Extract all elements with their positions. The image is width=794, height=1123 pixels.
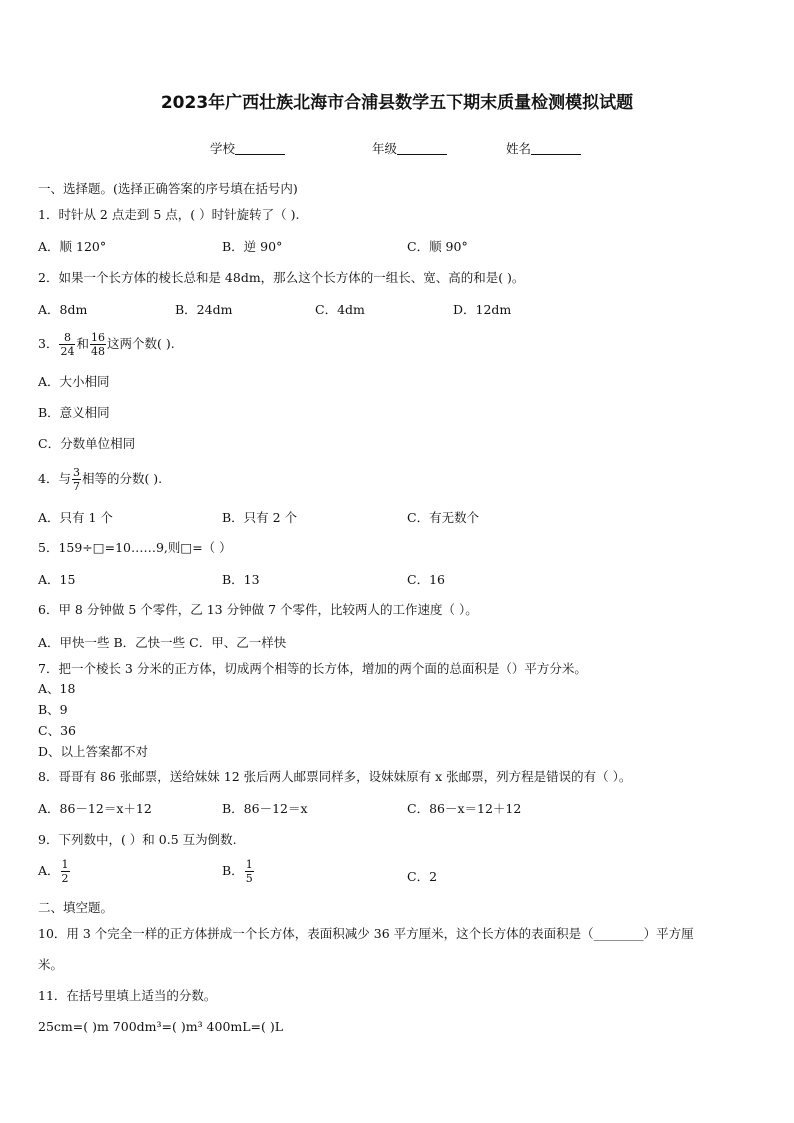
section-heading-choice: 一、选择题。(选择正确答案的序号填在括号内)	[38, 181, 298, 196]
q9-option-a-label: A．	[38, 863, 60, 878]
q9-b-numerator: 1	[245, 858, 253, 871]
q8-option-a[interactable]: A．86－12＝x＋12	[38, 801, 152, 816]
q4-option-a[interactable]: A．只有 1 个	[38, 510, 113, 525]
section-heading-fill: 二、填空题。	[38, 900, 114, 915]
question-11: 11．在括号里填上适当的分数。	[38, 988, 217, 1003]
q9-option-c[interactable]: C．2	[407, 869, 438, 884]
q5-option-a[interactable]: A．15	[38, 572, 76, 587]
question-3	[38, 331, 175, 358]
q2-option-c[interactable]: C．4dm	[315, 302, 365, 317]
q9-option-b-fraction	[245, 858, 254, 885]
q1-option-c[interactable]: C．顺 90°	[407, 239, 468, 254]
q9-option-a[interactable]	[38, 858, 71, 885]
question-4	[38, 466, 162, 493]
q3-frac2-denominator: 48	[90, 345, 105, 358]
q3-number: 3．	[38, 336, 59, 351]
q5-option-b[interactable]: B．13	[222, 572, 260, 587]
question-5: 5．159÷□=10……9,则□=（ ）	[38, 540, 232, 555]
q3-option-b[interactable]: B．意义相同	[38, 405, 110, 420]
question-10: 10．用 3 个完全一样的正方体拼成一个长方体，表面积减少 36 平方厘米，这个长方体的表面积是（________）平方厘	[38, 926, 694, 941]
grade-field	[372, 141, 447, 157]
q3-and: 和	[76, 336, 89, 351]
q9-a-denominator: 2	[61, 872, 69, 885]
q3-option-c[interactable]: C．分数单位相同	[38, 436, 136, 451]
question-1: 1．时针从 2 点走到 5 点，( ）时针旋转了（ ).	[38, 207, 300, 222]
q3-frac2-numerator: 16	[90, 331, 105, 344]
grade-blank[interactable]	[397, 142, 447, 155]
q3-frac1-numerator: 8	[59, 331, 75, 345]
q3-fraction-1	[59, 331, 75, 358]
q2-option-d[interactable]: D．12dm	[453, 302, 512, 317]
name-blank[interactable]	[531, 142, 581, 155]
q9-a-numerator: 1	[61, 858, 69, 871]
q9-b-denominator: 5	[245, 872, 253, 885]
q4-prefix: 4．与	[38, 471, 71, 486]
question-10-cont: 米。	[38, 957, 64, 972]
school-label: 学校	[210, 141, 236, 156]
q9-option-a-fraction	[61, 858, 70, 885]
question-8: 8．哥哥有 86 张邮票，送给妹妹 12 张后两人邮票同样多，设妹妹原有 x 张邮票，列方程是错误的有（ ）。	[38, 769, 632, 784]
q3-fraction-2	[90, 331, 106, 358]
question-9: 9．下列数中，( ）和 0.5 互为倒数.	[38, 832, 237, 847]
q8-option-c[interactable]: C．86－x＝12＋12	[407, 801, 522, 816]
q7-option-a[interactable]: A、18	[38, 681, 76, 696]
q4-fraction	[72, 466, 81, 493]
q7-option-d[interactable]: D、以上答案都不对	[38, 744, 149, 759]
question-2: 2．如果一个长方体的棱长总和是 48dm，那么这个长方体的一组长、宽、高的和是( )。	[38, 270, 525, 285]
question-6: 6．甲 8 分钟做 5 个零件，乙 13 分钟做 7 个零件，比较两人的工作速度（ ）。	[38, 602, 478, 617]
q2-option-a[interactable]: A．8dm	[38, 302, 88, 317]
q3-tail: 这两个数( ).	[106, 336, 175, 351]
q4-option-c[interactable]: C．有无数个	[407, 510, 480, 525]
q7-option-b[interactable]: B、9	[38, 702, 68, 717]
q3-option-a[interactable]: A．大小相同	[38, 374, 110, 389]
grade-label: 年级	[372, 141, 398, 156]
q9-option-b-label: B．	[222, 863, 244, 878]
q4-option-b[interactable]: B．只有 2 个	[222, 510, 298, 525]
name-label: 姓名	[506, 141, 532, 156]
q8-option-b[interactable]: B．86－12＝x	[222, 801, 308, 816]
question-7: 7．把一个棱长 3 分米的正方体，切成两个相等的长方体，增加的两个面的总面积是（）平方分米。	[38, 661, 587, 676]
q6-options[interactable]: A．甲快一些 B．乙快一些 C．甲、乙一样快	[38, 635, 287, 650]
q9-option-b[interactable]	[222, 858, 255, 885]
school-blank[interactable]	[235, 142, 285, 155]
q4-frac-numerator: 3	[72, 466, 80, 479]
school-field	[210, 141, 285, 157]
q4-frac-denominator: 7	[72, 480, 80, 493]
q1-option-b[interactable]: B．逆 90°	[222, 239, 283, 254]
page-title: 2023年广西壮族北海市合浦县数学五下期末质量检测模拟试题	[160, 93, 634, 113]
q5-option-c[interactable]: C．16	[407, 572, 445, 587]
q4-tail: 相等的分数( ).	[81, 471, 163, 486]
q2-option-b[interactable]: B．24dm	[175, 302, 233, 317]
q11-items: 25cm=( )m 700dm³=( )m³ 400mL=( )L	[38, 1019, 284, 1034]
q3-frac1-denominator: 24	[60, 345, 75, 358]
q7-option-c[interactable]: C、36	[38, 723, 76, 738]
name-field	[506, 141, 581, 157]
q1-option-a[interactable]: A．顺 120°	[38, 239, 107, 254]
